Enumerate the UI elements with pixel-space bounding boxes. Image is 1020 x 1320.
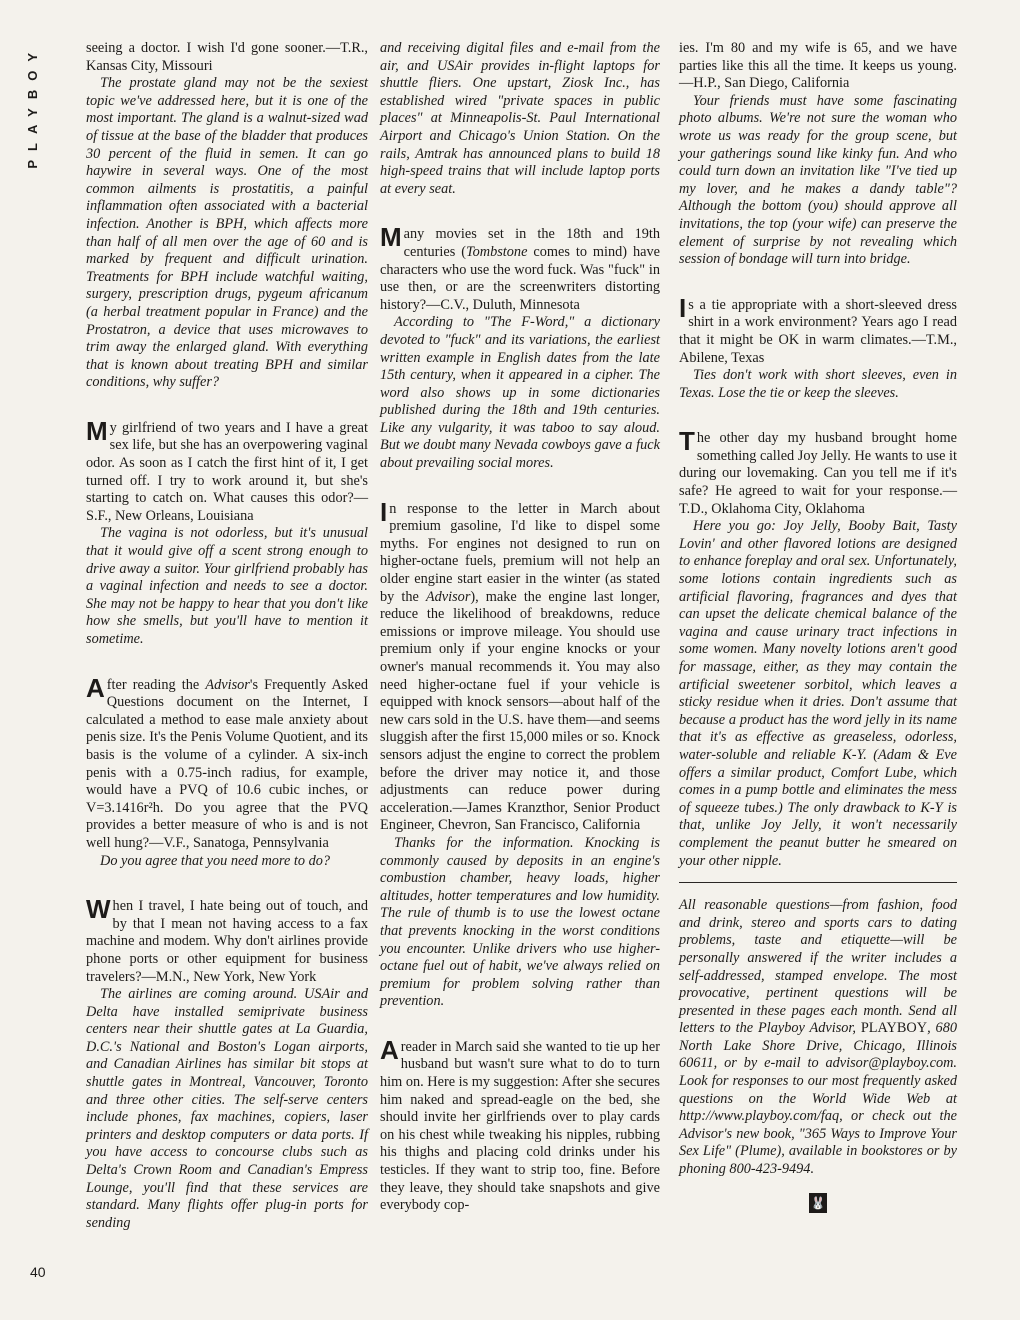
answer-text: Your friends must have some fascinating photo albums. We're not sure the woman who wrote us was ready for the group scene, but your gatherings sound like kinky fun. And who could turn down an invitation like "I've tied up my lover, and he makes a dandy table"? Although the bottom (you) should approve all invitations, the top (your wife) can preserve the element of surprise by not revealing which session of bondage will turn into bridge. bbox=[679, 92, 957, 268]
question-text: ies. I'm 80 and my wife is 65, and we have parties like this all the time. It keeps us young.—H.P., San Diego, California bbox=[679, 40, 957, 92]
answer-text: The vagina is not odorless, but it's unusual that it would give off a scent strong enough to drive away a suitor. Your girlfriend probably has a vaginal infection and needs to see a doctor. She may not be happy to hear that you don't like how she smells, but you'll have to mention it sometime. bbox=[86, 525, 368, 647]
qa-tie-up-cont bbox=[679, 40, 957, 269]
question-text: A reader in March said she wanted to tie up her husband but wasn't sure what to do to turn him on. Here is my suggestion: After she secures him naked and spread-eagle on the bed, she should invite her girlfriends over to play cards on his chest while tweaking his nipples, rubbing his thighs and placing cold drinks under his testicles. If they want to strip too, fine. Before they leave, they should take snapshots and give everybody cop- bbox=[380, 1034, 660, 1214]
drop-cap: I bbox=[679, 292, 687, 323]
question-text: In response to the letter in March about premium gasoline, I'd like to dispel some myths. For engines not designed to run on higher-octane fuels, premium will not help an older engine start easier in the winter (as stated by the Advisor), make the engine last longer, reduce the likelihood of breakdowns, reduce emissions or improve mileage. You should use premium only if your engine knocks or your owner's manual recommends it. You may also need higher-octane fuel if your vehicle is equipped with knock sensors—about half of the new cars sold in the U.S. have them—and seems sluggish after the first 15,000 miles or so. Knock sensors adjust the engine to correct the problem before the driver may notice it, and those adjustments can reduce power during acceleration.—James Kranzthor, Senior Product Engineer, Chevron, San Francisco, California bbox=[380, 496, 660, 834]
qa-word bbox=[380, 222, 660, 472]
question-text: When I travel, I hate being out of touch, and by that I mean not having access to a fax machine and modem. Why don't airlines provide phone ports or other equipment for business travelers?—M.N., New York, New York bbox=[86, 894, 368, 985]
submission-note: All reasonable questions—from fashion, food and drink, stereo and sports cars to dating problems, taste and etiquette—will be personally answered if the writer includes a self-addressed, stamped envelope. The most provocative, pertinent questions will be presented in these pages each month. Send all letters to the Playboy Advisor, PLAYBOY, 680 North Lake Shore Drive, Chicago, Illinois 60611, or by e-mail to advisor@playboy.com. Look for responses to our most frequently asked questions on the World Wide Web at http://www.playboy.com/faq, or check out the Advisor's new book, "365 Ways to Improve Your Sex Life" (Plume), available in bookstores or by phoning 800-423-9494. bbox=[679, 897, 957, 1178]
answer-text: Do you agree that you need more to do? bbox=[100, 852, 331, 869]
question-text: After reading the Advisor's Frequently Asked Questions document on the Internet, I calculated a method to ease male anxiety about penis size. It's the Penis Volume Quotient, and its basis is the volume of a cylinder. A six-inch penis with a 0.75-inch radius, for example, would have a PVQ of 10.6 cubic inches, or V=3.1416r²h. Do you agree that the PVQ provides a better measure of who is and is not well hung?—V.F., Sanatoga, Pennsylvania bbox=[86, 672, 368, 851]
answer-text: According to "The F-Word," a dictionary devoted to "fuck" and its variations, the earliest written example in English dates from the late 15th century, when it appeared in a cipher. The word also shows up in some dictionaries published during the 18th and 19th centuries. Like any vulgarity, it was taboo to say aloud. But we doubt many Nevada cowboys gave a fuck about prevailing social mores. bbox=[380, 314, 660, 472]
question-text: The other day my husband brought home something called Joy Jelly. He wants to use it during our lovemaking. Can you tell me if it's safe? He agreed to wait for your response.—T.D., Oklahoma City, Oklahoma bbox=[679, 426, 957, 517]
answer-text: The prostate gland may not be the sexiest topic we've addressed here, but it is one of the most important. The gland is a walnut-sized wad of tissue at the base of the bladder that produces 30 percent of the fluid in semen. It can go haywire in several ways. One of the most common ailments is prostatitis, a painful inflammation often associated with a bacterial infection. Another is BPH, which affects more than half of all men over the age of 60 and is marked by frequent and difficult urination. Treatments for BPH include watchful waiting, surgery, prescription drugs, pygeum africanum (a herbal treatment popular in France) and the Prostatron, a device that uses microwaves to trim away the enlarged gland. With everything that is known about treating BPH and similar conditions, why suffer? bbox=[86, 75, 368, 391]
answer-text: The airlines are coming around. USAir and Delta have installed semiprivate business centers near their shuttle gates at La Guardia, D.C.'s National and Boston's Logan airports, and Canadian Airlines has similar bit stops at shuttle gates in Montreal, Vancouver, Toronto and three other cities. The self-serve centers include phones, fax machines, copiers, laser printers and desktop computers or data ports. If you have access to concourse clubs such as Delta's Crown Room and Canadian's Empress Lounge, you'll find that these services are standard. Many flights offer plug-in ports for sending bbox=[86, 986, 368, 1231]
qa-prostate bbox=[86, 40, 368, 392]
page-number: 40 bbox=[30, 1264, 46, 1280]
column-1 bbox=[86, 40, 368, 1260]
answer-text: Here you go: Joy Jelly, Booby Bait, Tasty Lovin' and other flavored lotions are designed to enhance foreplay and oral sex. Unfortunately, some lotions contain ingredients such as artificial flavoring, fragrances and dyes that can upset the delicate chemical balance of the vagina and cause urinary tract infections in some women. Many novelty lotions aren't good for massage, either, as they may contain the artificial sweetener sorbitol, which leaves a sticky residue when it dries. Don't assume that because a product has the word jelly in its name that it's as effective as greaseless, odorless, water-soluble and reliable K-Y. (Adam & Eve offers a similar product, Comfort Lube, which comes in a pump bottle and eliminates the mess of squeeze tubes.) The only drawback to K-Y is that, unlike Joy Jelly, it won't necessarily complement the peanut butter he smeared on your other nipple. bbox=[679, 518, 957, 869]
answer-text: and receiving digital files and e-mail from the air, and USAir provides in-flight laptops for shuttle fliers. One upstart, Ziosk Inc., has established wired "private spaces in public places" at Minneapolis-St. Paul International Airport and Chicago's Union Station. On the rails, Amtrak has announced plans to build 18 high-speed trains that will include laptop ports at every seat. bbox=[380, 40, 660, 197]
magazine-name-vertical: PLAYBOY bbox=[25, 44, 40, 169]
answer-text: Ties don't work with short sleeves, even in Texas. Lose the tie or keep the sleeves. bbox=[679, 367, 957, 401]
qa-necktie bbox=[679, 292, 957, 403]
drop-cap: I bbox=[380, 496, 388, 527]
qa-travel bbox=[86, 894, 368, 1232]
bunny-logo-icon: 🐰 bbox=[809, 1193, 827, 1213]
column-2 bbox=[380, 40, 660, 1243]
drop-cap: A bbox=[86, 672, 105, 703]
drop-cap: W bbox=[86, 894, 111, 925]
question-text: Is a tie appropriate with a short-sleeved dress shirt in a work environment? Years ago I read that it might be OK in warm climates.—T.M., Abilene, Texas bbox=[679, 292, 957, 366]
qa-pvq bbox=[86, 672, 368, 871]
qa-tie-up bbox=[380, 1034, 660, 1215]
qa-jelly bbox=[679, 426, 957, 870]
answer-text: Thanks for the information. Knocking is commonly caused by deposits in an engine's combustion chamber, heavy loads, higher altitudes, hotter temperatures and low humidity. The rule of thumb is to use the lowest octane that prevents knocking in the worst conditions you encounter. Unlike drivers who use higher-octane fuel out of habit, we've always relied on premium for problem solving rather than prevention. bbox=[380, 834, 660, 1010]
divider bbox=[679, 882, 957, 883]
question-text: My girlfriend of two years and I have a great sex life, but she has an overpowering vaginal odor. As soon as I catch the first hint of it, I get turned off. I try to work around it, but she's starting to catch on. What causes this odor?—S.F., New Orleans, Louisiana bbox=[86, 415, 368, 524]
question-text: Many movies set in the 18th and 19th centuries (Tombstone comes to mind) have characters who use the word fuck. Was "fuck" in use then, or are the screenwriters distorting history?—C.V., Duluth, Minnesota bbox=[380, 222, 660, 313]
qa-travel-cont bbox=[380, 40, 660, 198]
qa-gasoline bbox=[380, 496, 660, 1011]
drop-cap: M bbox=[86, 415, 108, 446]
column-3 bbox=[679, 40, 957, 1213]
qa-odor bbox=[86, 415, 368, 649]
question-text: seeing a doctor. I wish I'd gone sooner.—T.R., Kansas City, Missouri bbox=[86, 40, 368, 74]
drop-cap: T bbox=[679, 426, 695, 457]
drop-cap: M bbox=[380, 222, 402, 253]
drop-cap: A bbox=[380, 1034, 399, 1065]
